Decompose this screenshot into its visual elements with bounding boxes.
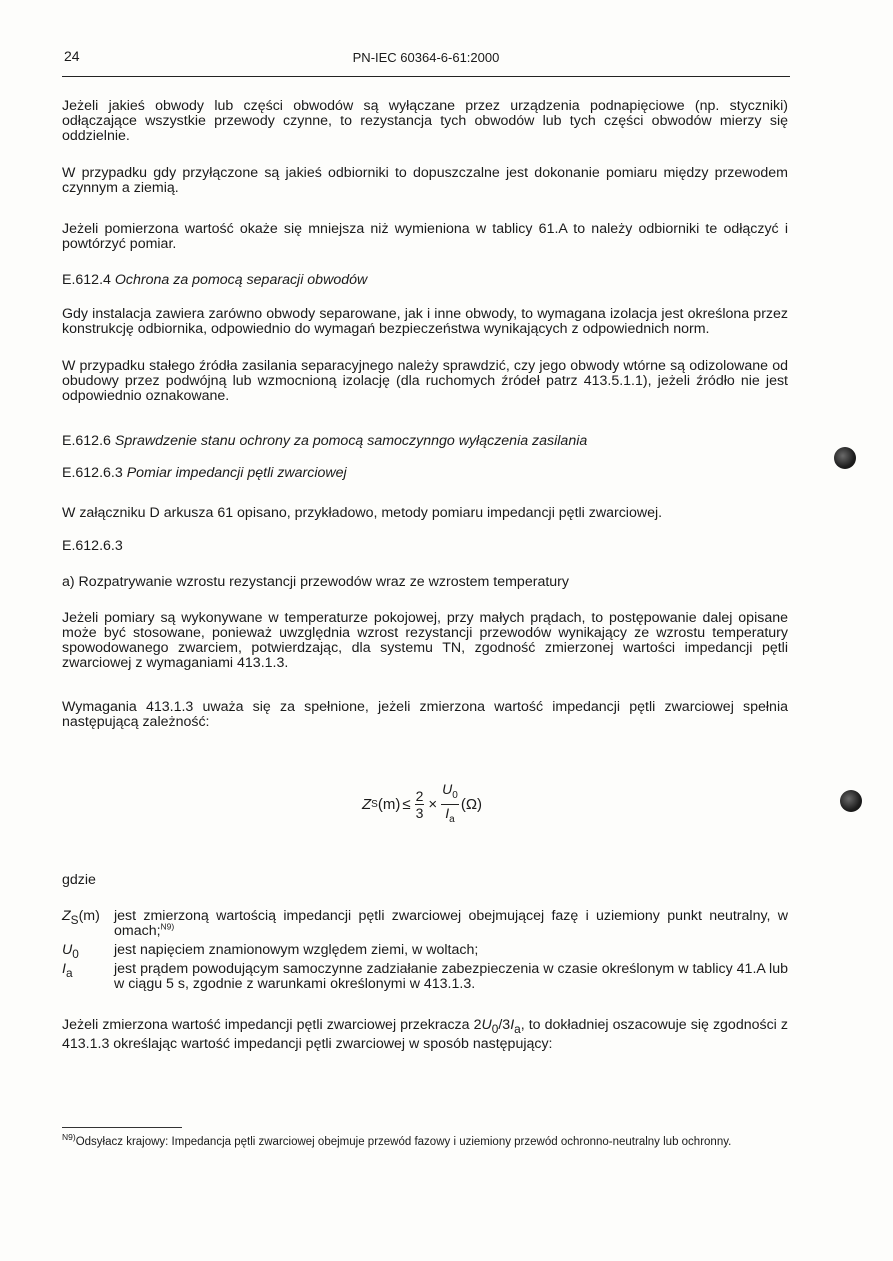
formula-unit: (Ω) [460, 795, 483, 813]
symbol-u-sub: 0 [491, 1021, 499, 1036]
section-number: E.612.4 [62, 272, 111, 288]
paragraph-undervoltage: Jeżeli jakieś obwody lub części obwodów są wyłączane przez urządzenia podnapięciowe (np. styczniki) odłączające wszystkie przewody czynne, to rezystancja tych obwodów lub tych części obwodów mierzy się oddzielnie. [62, 98, 788, 144]
footnote-mark: N9) [62, 1132, 76, 1143]
definition-symbol [62, 909, 112, 928]
formula-lhs: Z [362, 795, 372, 813]
footnote-separator [62, 1127, 182, 1128]
definition-zs-text: jest zmierzoną wartością impedancji pętli zwarciowej obejmującej fazę i uziemiony punkt neutralny, w omach; [114, 908, 788, 939]
symbol-u: U [442, 780, 453, 797]
symbol-i-sub: a [65, 965, 73, 980]
punch-hole-icon [834, 447, 856, 469]
symbol-u-sub: 0 [452, 789, 458, 801]
paragraph-exceeds [62, 1018, 788, 1052]
footnote-text: Odsyłacz krajowy: Impedancja pętli zwarciowej obejmuje przewód fazowy i uziemiony przewód ochronno-neutralny lub ochronny. [75, 1136, 732, 1148]
formula-fraction-u0-ia [441, 781, 459, 828]
paragraph-connected-loads: W przypadku gdy przyłączone są jakieś odbiorniki to dopuszczalne jest dokonanie pomiaru między przewodem czynnym a ziemią. [62, 165, 788, 196]
section-number: E.612.6 [62, 433, 111, 449]
paragraph-remeasure: Jeżeli pomierzona wartość okaże się mniejsza niż wymieniona w tablicy 61.A to należy odbiorniki te odłączyć i powtórzyć pomiar. [62, 221, 788, 252]
text-run: /3 [498, 1017, 511, 1033]
section-heading-e61263-repeat: E.612.6.3 [62, 538, 123, 554]
definition-u0 [62, 943, 788, 959]
symbol-i: I [445, 804, 450, 821]
footnote-reference: N9) [160, 921, 175, 932]
page-number: 24 [64, 48, 80, 64]
paragraph-separated-circuits: Gdy instalacja zawiera zarówno obwody separowane, jak i inne obwody, to wymagana izolacja jest określona przez konstrukcję odbiornika, odpowiednio do wymagań bezpieczeństwa wynikających z odpowiednich norm. [62, 306, 788, 337]
definition-zs [62, 909, 788, 941]
symbol-i: I [62, 961, 66, 977]
symbol-i-sub: a [514, 1021, 521, 1036]
document-id: PN-IEC 60364-6-61:2000 [352, 50, 500, 65]
page-header [62, 46, 790, 77]
paragraph-separation-source: W przypadku stałego źródła zasilania separacyjnego należy sprawdzić, czy jego obwody wtórne są odizolowane od obudowy przez podwójną lub wzmocnioną izolację (dla ruchomych źródeł patrz 413.5.1.1), jeżeli źródło nie jest odpowiednio oznakowane. [62, 358, 788, 404]
section-title: Ochrona za pomocą separacji obwodów [114, 272, 368, 288]
definition-text: jest napięciem znamionowym względem ziemi, w woltach; [114, 942, 479, 958]
symbol-u: U [481, 1017, 492, 1033]
formula-lhs-sub: S [371, 798, 378, 810]
paragraph-requirements: Wymagania 413.1.3 uważa się za spełnione, jeżeli zmierzona wartość impedancji pętli zwarciowej spełnia następującą zależność: [62, 699, 788, 730]
fraction-denominator: 3 [415, 804, 424, 821]
where-label: gdzie [62, 872, 96, 888]
symbol-z-arg: (m) [78, 908, 100, 924]
symbol-u-sub: 0 [72, 946, 79, 961]
symbol-z-sub: S [70, 912, 79, 927]
formula-lhs-arg: (m) [377, 795, 401, 813]
fraction-numerator [441, 781, 459, 805]
text-run: Jeżeli zmierzona wartość impedancji pętli zwarciowej przekracza 2 [62, 1017, 482, 1033]
definition-symbol [62, 962, 112, 981]
section-number: E.612.6.3 [62, 465, 123, 481]
fraction-denominator [445, 805, 454, 828]
loop-impedance-formula [362, 782, 482, 826]
paragraph-annex-d: W załączniku D arkusza 61 opisano, przykładowo, metody pomiaru impedancji pętli zwarciowej. [62, 505, 663, 521]
section-heading-e6124 [62, 272, 367, 288]
symbol-z: Z [62, 908, 71, 924]
fraction-numerator: 2 [415, 787, 424, 804]
definition-text [114, 909, 788, 939]
symbol-i-sub: a [449, 813, 455, 825]
formula-fraction-two-thirds [415, 788, 425, 821]
formula-relation: ≤ [402, 795, 411, 813]
formula-times: × [428, 795, 438, 813]
section-heading-e6126 [62, 433, 587, 449]
text-run: , to dokładniej oszacowuje się zgodności z 413.1.3 określając wartość impedancji pętli zwarciowej w sposób następujący: [62, 1017, 788, 1052]
paragraph-room-temperature: Jeżeli pomiary są wykonywane w temperaturze pokojowej, przy małych prądach, to postępowanie dalej opisane może być stosowane, ponieważ uwzględnia wzrost rezystancji przewodów wynikający ze wzrostu temperatury spowodowanego zwarciem, potwierdzając, dla systemu TN, zgodność zmierzonej wartości impedancji pętli zwarciowej z wymaganiami 413.1.3. [62, 610, 788, 671]
subsection-heading-a: a) Rozpatrywanie wzrostu rezystancji przewodów wraz ze wzrostem temperatury [62, 574, 569, 590]
symbol-u: U [62, 942, 73, 958]
definition-text: jest prądem powodującym samoczynne zadziałanie zabezpieczenia w czasie określonym w tablicy 41.A lub w ciągu 5 s, zgodnie z warunkami określonymi w 413.1.3. [114, 961, 788, 992]
punch-hole-icon [840, 790, 862, 812]
symbol-i: I [510, 1017, 515, 1033]
section-title: Pomiar impedancji pętli zwarciowej [126, 465, 347, 481]
footnote [62, 1132, 792, 1149]
section-heading-e61263 [62, 465, 347, 481]
definition-ia [62, 962, 788, 994]
section-title: Sprawdzenie stanu ochrony za pomocą samoczynngo wyłączenia zasilania [114, 433, 588, 449]
definition-symbol [62, 943, 112, 962]
